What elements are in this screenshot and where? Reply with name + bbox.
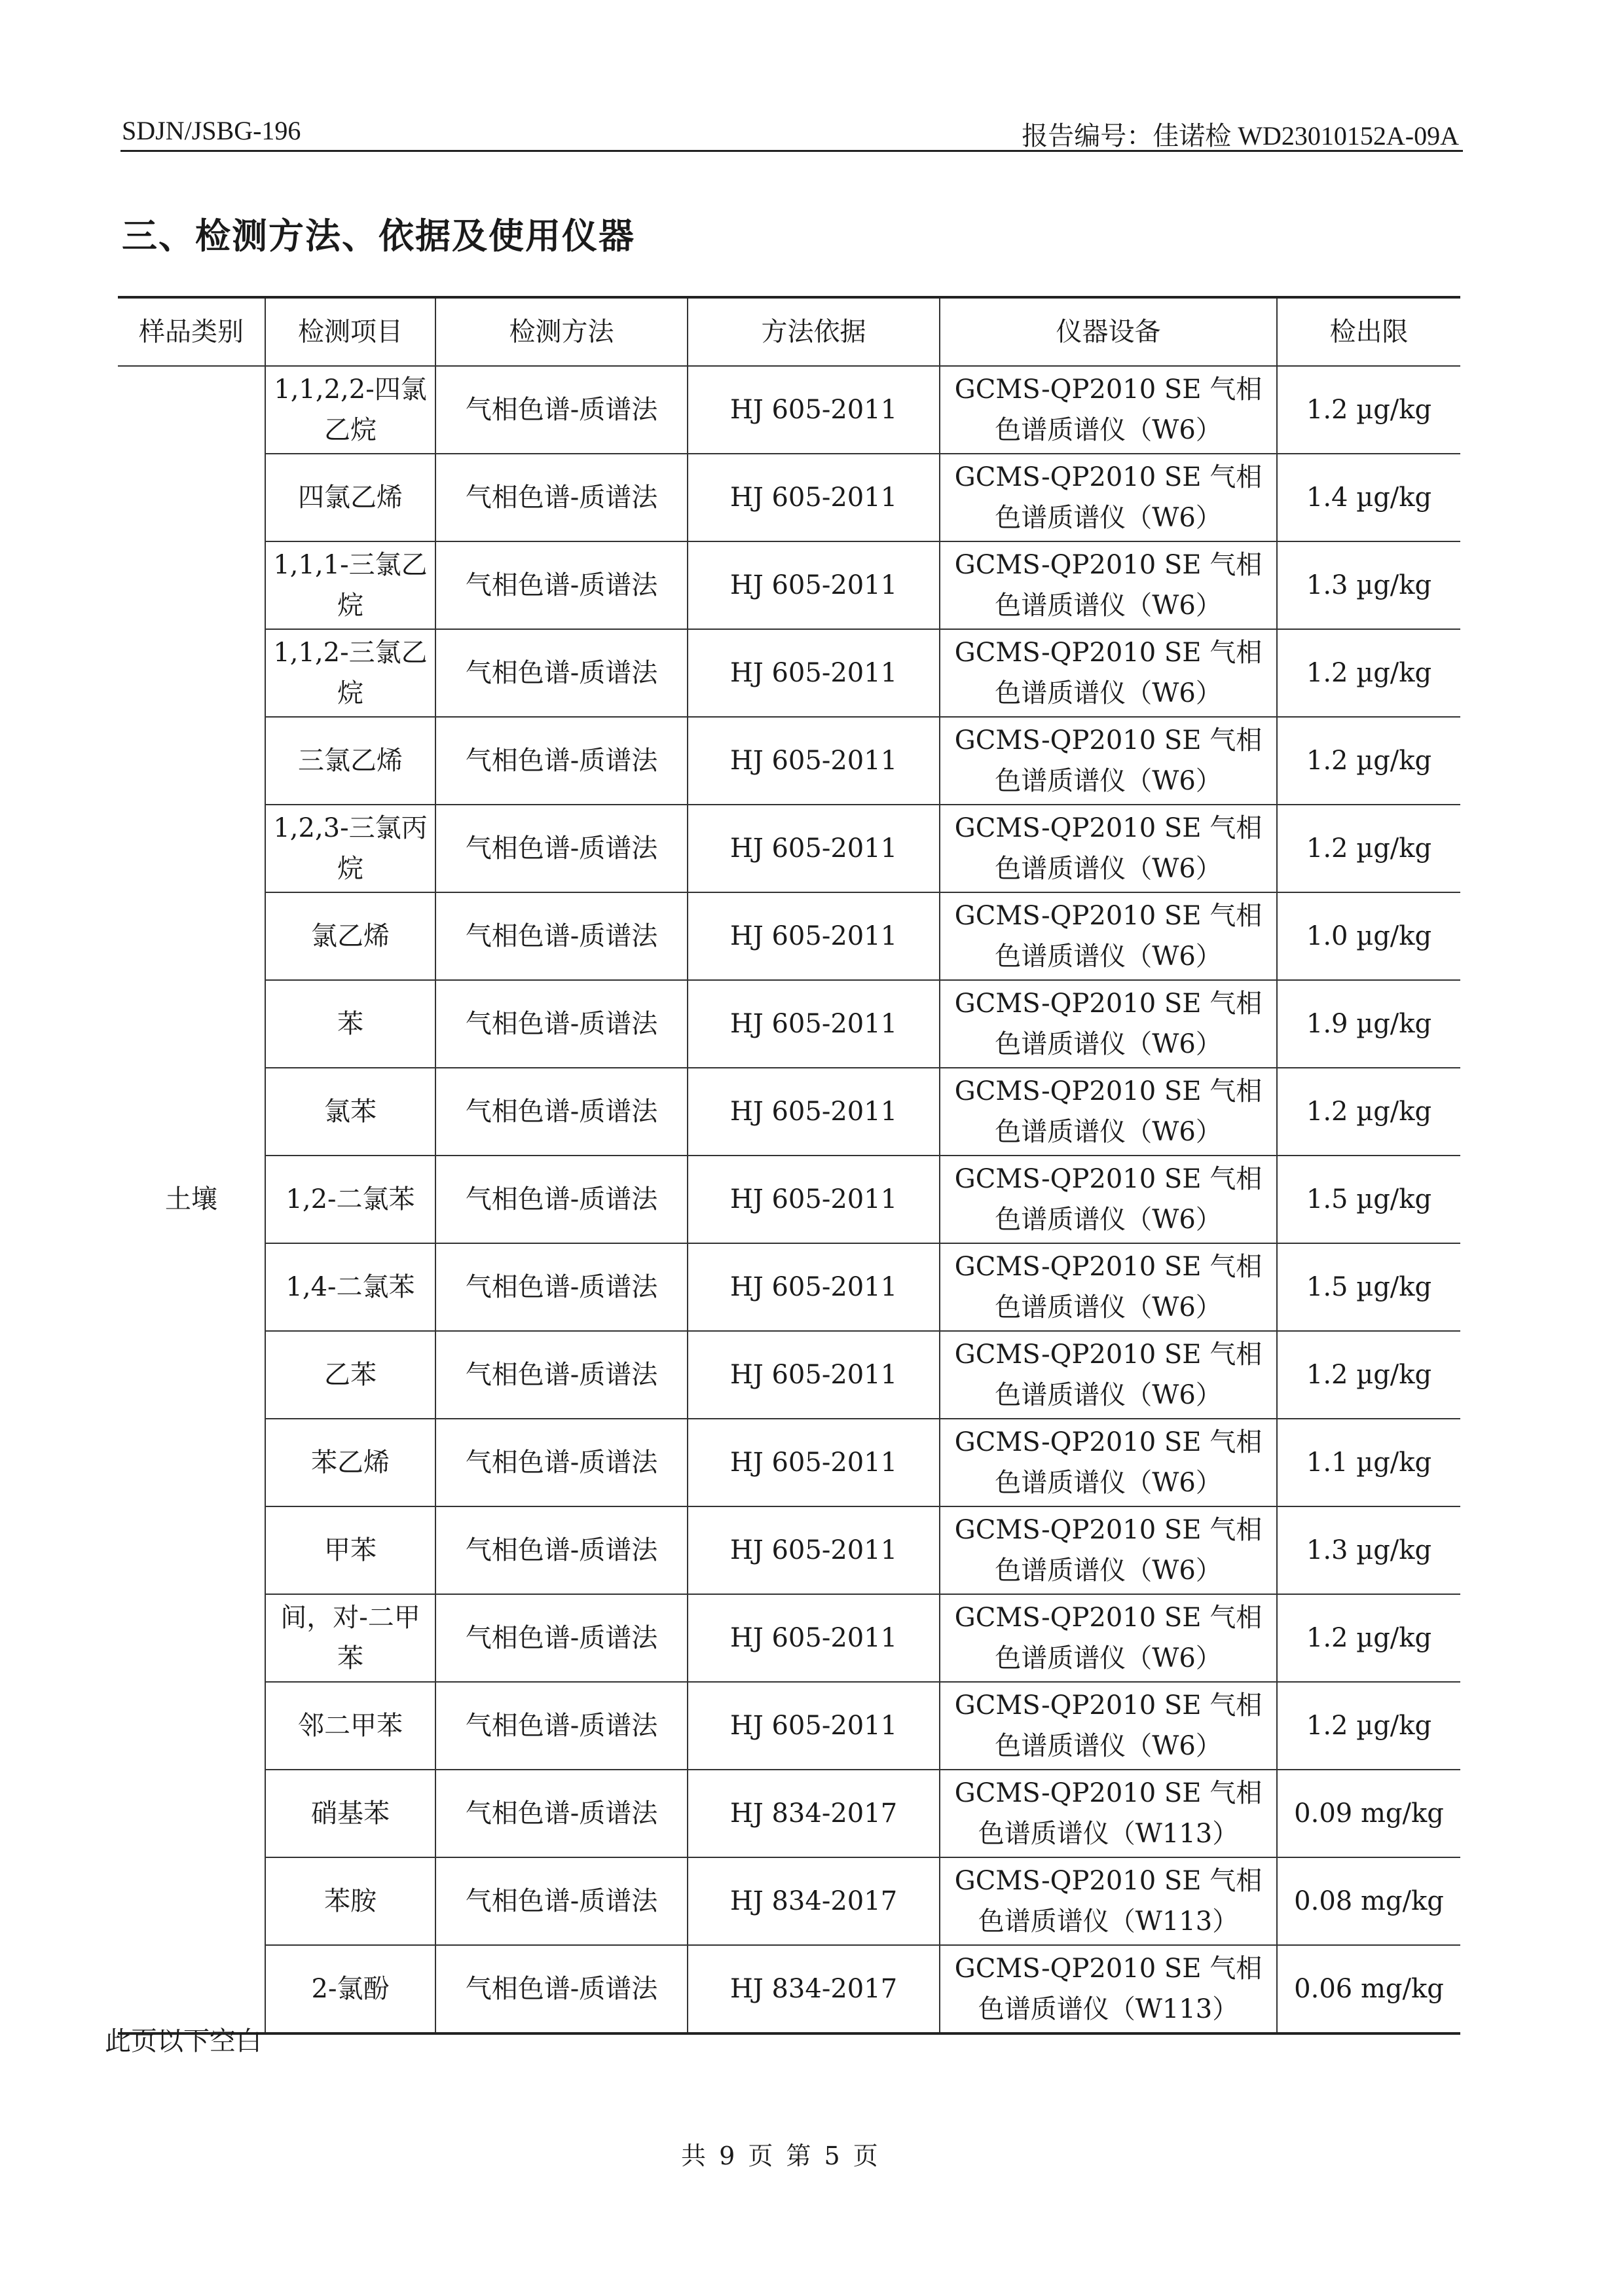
table-row	[118, 454, 1460, 541]
table-row	[118, 1156, 1460, 1243]
method-basis-cell: HJ 834-2017	[688, 1945, 940, 2033]
table-row	[118, 1682, 1460, 1770]
table-row	[118, 1857, 1460, 1945]
method-basis-cell: HJ 605-2011	[688, 1682, 940, 1770]
test-item-cell: 硝基苯	[265, 1770, 435, 1857]
table-row	[118, 1506, 1460, 1594]
instrument-cell: GCMS-QP2010 SE 气相色谱质谱仪（W6）	[940, 980, 1277, 1068]
test-method-cell: 气相色谱-质谱法	[435, 1068, 688, 1156]
table-row	[118, 1068, 1460, 1156]
table-row	[118, 717, 1460, 805]
report-number: 报告编号：佳诺检 WD23010152A-09A	[1022, 121, 1459, 151]
instrument-cell: GCMS-QP2010 SE 气相色谱质谱仪（W113）	[940, 1857, 1277, 1945]
test-item-cell: 1,1,2-三氯乙烷	[265, 629, 435, 717]
instrument-cell: GCMS-QP2010 SE 气相色谱质谱仪（W6）	[940, 629, 1277, 717]
table-row	[118, 541, 1460, 629]
test-item-cell: 间，对-二甲苯	[265, 1594, 435, 1682]
detection-limit-cell: 1.5 µg/kg	[1277, 1243, 1460, 1331]
test-item-cell: 氯苯	[265, 1068, 435, 1156]
test-item-cell: 氯乙烯	[265, 892, 435, 980]
method-basis-cell: HJ 605-2011	[688, 1243, 940, 1331]
test-method-cell: 气相色谱-质谱法	[435, 892, 688, 980]
method-basis-cell: HJ 605-2011	[688, 1506, 940, 1594]
detection-limit-cell: 0.09 mg/kg	[1277, 1770, 1460, 1857]
instrument-cell: GCMS-QP2010 SE 气相色谱质谱仪（W6）	[940, 366, 1277, 454]
method-basis-cell: HJ 605-2011	[688, 366, 940, 454]
test-item-cell: 苯胺	[265, 1857, 435, 1945]
test-method-cell: 气相色谱-质谱法	[435, 629, 688, 717]
instrument-cell: GCMS-QP2010 SE 气相色谱质谱仪（W6）	[940, 892, 1277, 980]
header-detection-limit: 检出限	[1277, 297, 1460, 366]
doc-code: SDJN/JSBG-196	[122, 116, 301, 145]
instrument-cell: GCMS-QP2010 SE 气相色谱质谱仪（W6）	[940, 454, 1277, 541]
instrument-cell: GCMS-QP2010 SE 气相色谱质谱仪（W6）	[940, 1156, 1277, 1243]
instrument-cell: GCMS-QP2010 SE 气相色谱质谱仪（W6）	[940, 1068, 1277, 1156]
test-method-cell: 气相色谱-质谱法	[435, 366, 688, 454]
instrument-cell: GCMS-QP2010 SE 气相色谱质谱仪（W6）	[940, 717, 1277, 805]
test-item-cell: 1,4-二氯苯	[265, 1243, 435, 1331]
method-basis-cell: HJ 834-2017	[688, 1770, 940, 1857]
method-basis-cell: HJ 605-2011	[688, 892, 940, 980]
test-method-cell: 气相色谱-质谱法	[435, 1506, 688, 1594]
detection-limit-cell: 1.2 µg/kg	[1277, 629, 1460, 717]
test-item-cell: 苯乙烯	[265, 1419, 435, 1506]
test-item-cell: 乙苯	[265, 1331, 435, 1419]
header-method-basis: 方法依据	[688, 297, 940, 366]
header-sample-type: 样品类别	[118, 297, 265, 366]
table-row	[118, 892, 1460, 980]
detection-limit-cell: 1.2 µg/kg	[1277, 805, 1460, 892]
detection-limit-cell: 1.4 µg/kg	[1277, 454, 1460, 541]
methods-table	[118, 296, 1460, 2035]
test-method-cell: 气相色谱-质谱法	[435, 1594, 688, 1682]
test-method-cell: 气相色谱-质谱法	[435, 805, 688, 892]
test-method-cell: 气相色谱-质谱法	[435, 1419, 688, 1506]
method-basis-cell: HJ 605-2011	[688, 1331, 940, 1419]
table-body	[118, 366, 1460, 2033]
detection-limit-cell: 1.2 µg/kg	[1277, 717, 1460, 805]
test-item-cell: 四氯乙烯	[265, 454, 435, 541]
method-basis-cell: HJ 605-2011	[688, 629, 940, 717]
detection-limit-cell: 1.9 µg/kg	[1277, 980, 1460, 1068]
detection-limit-cell: 1.5 µg/kg	[1277, 1156, 1460, 1243]
method-basis-cell: HJ 605-2011	[688, 1419, 940, 1506]
table-row	[118, 805, 1460, 892]
test-item-cell: 1,2-二氯苯	[265, 1156, 435, 1243]
method-basis-cell: HJ 605-2011	[688, 541, 940, 629]
test-method-cell: 气相色谱-质谱法	[435, 1945, 688, 2033]
detection-limit-cell: 0.06 mg/kg	[1277, 1945, 1460, 2033]
method-basis-cell: HJ 605-2011	[688, 717, 940, 805]
detection-limit-cell: 1.1 µg/kg	[1277, 1419, 1460, 1506]
test-item-cell: 1,2,3-三氯丙烷	[265, 805, 435, 892]
table-row	[118, 366, 1460, 454]
test-item-cell: 苯	[265, 980, 435, 1068]
test-item-cell: 邻二甲苯	[265, 1682, 435, 1770]
table-row	[118, 1331, 1460, 1419]
method-basis-cell: HJ 605-2011	[688, 980, 940, 1068]
sample-category-cell: 土壤	[118, 366, 265, 2033]
header-rule	[120, 150, 1463, 152]
test-item-cell: 2-氯酚	[265, 1945, 435, 2033]
method-basis-cell: HJ 605-2011	[688, 1156, 940, 1243]
detection-limit-cell: 1.3 µg/kg	[1277, 1506, 1460, 1594]
detection-limit-cell: 0.08 mg/kg	[1277, 1857, 1460, 1945]
test-method-cell: 气相色谱-质谱法	[435, 454, 688, 541]
table-row	[118, 1419, 1460, 1506]
table-row	[118, 1770, 1460, 1857]
detection-limit-cell: 1.2 µg/kg	[1277, 1068, 1460, 1156]
detection-limit-cell: 1.2 µg/kg	[1277, 1594, 1460, 1682]
table-row	[118, 1945, 1460, 2033]
method-basis-cell: HJ 605-2011	[688, 454, 940, 541]
detection-limit-cell: 1.3 µg/kg	[1277, 541, 1460, 629]
test-item-cell: 1,1,1-三氯乙烷	[265, 541, 435, 629]
test-method-cell: 气相色谱-质谱法	[435, 1156, 688, 1243]
test-item-cell: 甲苯	[265, 1506, 435, 1594]
detection-limit-cell: 1.2 µg/kg	[1277, 366, 1460, 454]
detection-limit-cell: 1.2 µg/kg	[1277, 1331, 1460, 1419]
instrument-cell: GCMS-QP2010 SE 气相色谱质谱仪（W113）	[940, 1945, 1277, 2033]
test-item-cell: 1,1,2,2-四氯乙烷	[265, 366, 435, 454]
method-basis-cell: HJ 605-2011	[688, 1594, 940, 1682]
instrument-cell: GCMS-QP2010 SE 气相色谱质谱仪（W6）	[940, 1682, 1277, 1770]
instrument-cell: GCMS-QP2010 SE 气相色谱质谱仪（W6）	[940, 1506, 1277, 1594]
page-counter: 共 9 页 第 5 页	[681, 2141, 878, 2170]
test-method-cell: 气相色谱-质谱法	[435, 1857, 688, 1945]
table-row	[118, 629, 1460, 717]
test-method-cell: 气相色谱-质谱法	[435, 1331, 688, 1419]
detection-limit-cell: 1.2 µg/kg	[1277, 1682, 1460, 1770]
method-basis-cell: HJ 834-2017	[688, 1857, 940, 1945]
header-instrument: 仪器设备	[940, 297, 1277, 366]
test-method-cell: 气相色谱-质谱法	[435, 1243, 688, 1331]
blank-below-note: 此页以下空白	[105, 2026, 262, 2056]
instrument-cell: GCMS-QP2010 SE 气相色谱质谱仪（W6）	[940, 1594, 1277, 1682]
table-row	[118, 1594, 1460, 1682]
instrument-cell: GCMS-QP2010 SE 气相色谱质谱仪（W113）	[940, 1770, 1277, 1857]
table-row	[118, 1243, 1460, 1331]
test-method-cell: 气相色谱-质谱法	[435, 980, 688, 1068]
detection-limit-cell: 1.0 µg/kg	[1277, 892, 1460, 980]
section-title: 三、检测方法、依据及使用仪器	[122, 215, 635, 257]
test-method-cell: 气相色谱-质谱法	[435, 1770, 688, 1857]
header-test-method: 检测方法	[435, 297, 688, 366]
instrument-cell: GCMS-QP2010 SE 气相色谱质谱仪（W6）	[940, 1243, 1277, 1331]
instrument-cell: GCMS-QP2010 SE 气相色谱质谱仪（W6）	[940, 541, 1277, 629]
test-item-cell: 三氯乙烯	[265, 717, 435, 805]
test-method-cell: 气相色谱-质谱法	[435, 1682, 688, 1770]
table-header-row	[118, 297, 1460, 366]
method-basis-cell: HJ 605-2011	[688, 805, 940, 892]
test-method-cell: 气相色谱-质谱法	[435, 717, 688, 805]
method-basis-cell: HJ 605-2011	[688, 1068, 940, 1156]
header-test-item: 检测项目	[265, 297, 435, 366]
table-row	[118, 980, 1460, 1068]
instrument-cell: GCMS-QP2010 SE 气相色谱质谱仪（W6）	[940, 1331, 1277, 1419]
test-method-cell: 气相色谱-质谱法	[435, 541, 688, 629]
instrument-cell: GCMS-QP2010 SE 气相色谱质谱仪（W6）	[940, 805, 1277, 892]
instrument-cell: GCMS-QP2010 SE 气相色谱质谱仪（W6）	[940, 1419, 1277, 1506]
